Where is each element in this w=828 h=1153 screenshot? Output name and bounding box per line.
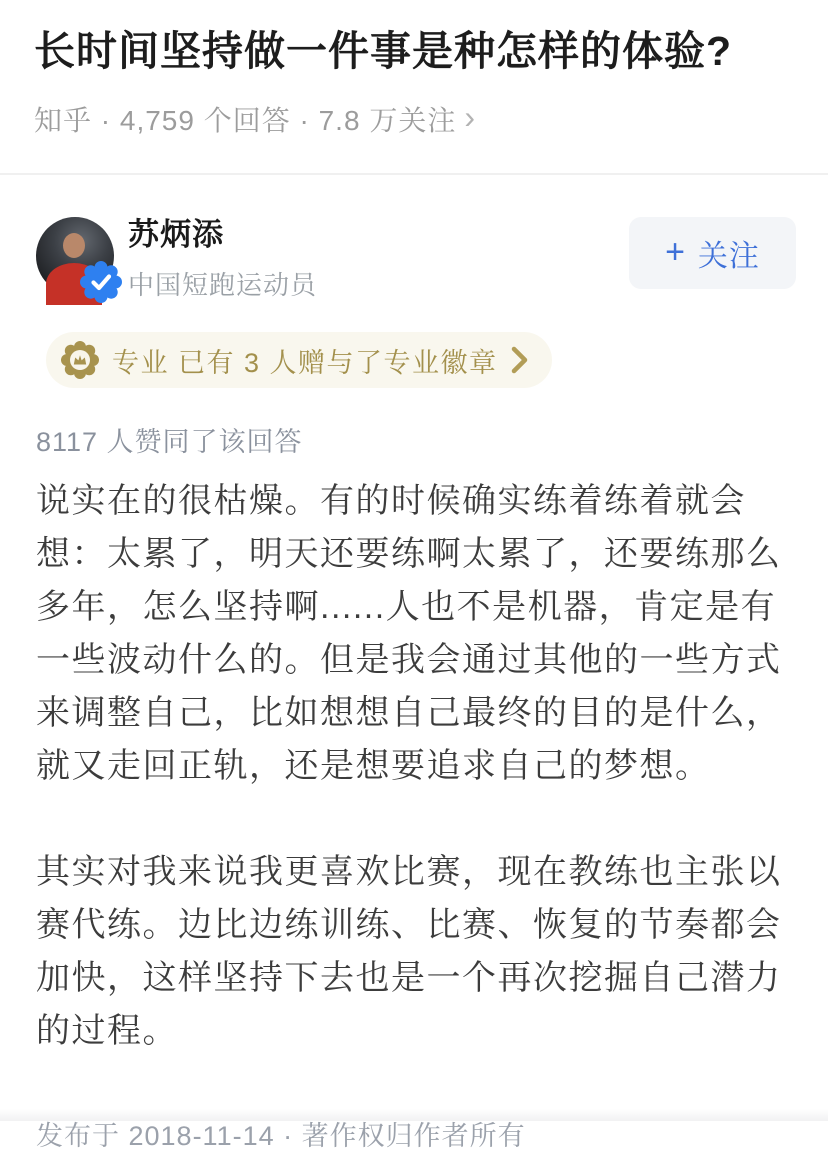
- answer-body: [36, 475, 796, 1058]
- answer-paragraph: 其实对我来说我更喜欢比赛，现在教练也主张以赛代练。边比边练训练、比赛、恢复的节奏都会加快，这样坚持下去也是一个再次挖掘自己潜力的过程。: [36, 853, 782, 1051]
- follow-button[interactable]: [629, 217, 796, 289]
- chevron-right-icon: [510, 345, 530, 375]
- badge-text: 专业 已有 3 人赠与了专业徽章: [112, 347, 498, 378]
- follow-button-label: 关注: [697, 240, 760, 274]
- author-avatar[interactable]: [36, 217, 114, 295]
- chevron-right-icon: ›: [464, 99, 476, 136]
- verified-badge-icon: [80, 261, 122, 303]
- bottom-card-shadow: [0, 1109, 828, 1121]
- question-meta-text: 知乎 · 4,759 个回答 · 7.8 万关注: [34, 105, 457, 137]
- badge-pill-row: [36, 302, 796, 388]
- question-header: [0, 0, 828, 139]
- answer-paragraph: 说实在的很枯燥。有的时候确实练着练着就会想：太累了，明天还要练啊太累了，还要练那么多年，怎么坚持啊......人也不是机器，肯定是有一些波动什么的。但是我会通过其他的一些方式来调整自己，比如想想自己最终的目的是什么，就又走回正轨，还是想要追求自己的梦想。: [36, 482, 782, 786]
- avatar-photo-head: [63, 233, 85, 258]
- professional-badge-pill[interactable]: [46, 332, 552, 388]
- answer-card: [0, 175, 828, 1153]
- gold-medal-icon: [60, 340, 100, 380]
- question-meta-link[interactable]: [34, 99, 796, 139]
- author-info: [128, 215, 629, 302]
- answer-footer-meta: 发布于 2018-11-14 · 著作权归作者所有: [36, 1121, 526, 1152]
- plus-icon: +: [665, 233, 686, 272]
- author-name[interactable]: 苏炳添: [128, 217, 224, 253]
- author-row: [36, 215, 796, 302]
- question-title: 长时间坚持做一件事是种怎样的体验?: [34, 28, 733, 74]
- author-bio: 中国短跑运动员: [128, 270, 318, 301]
- upvote-count: 8117 人赞同了该回答: [36, 427, 303, 458]
